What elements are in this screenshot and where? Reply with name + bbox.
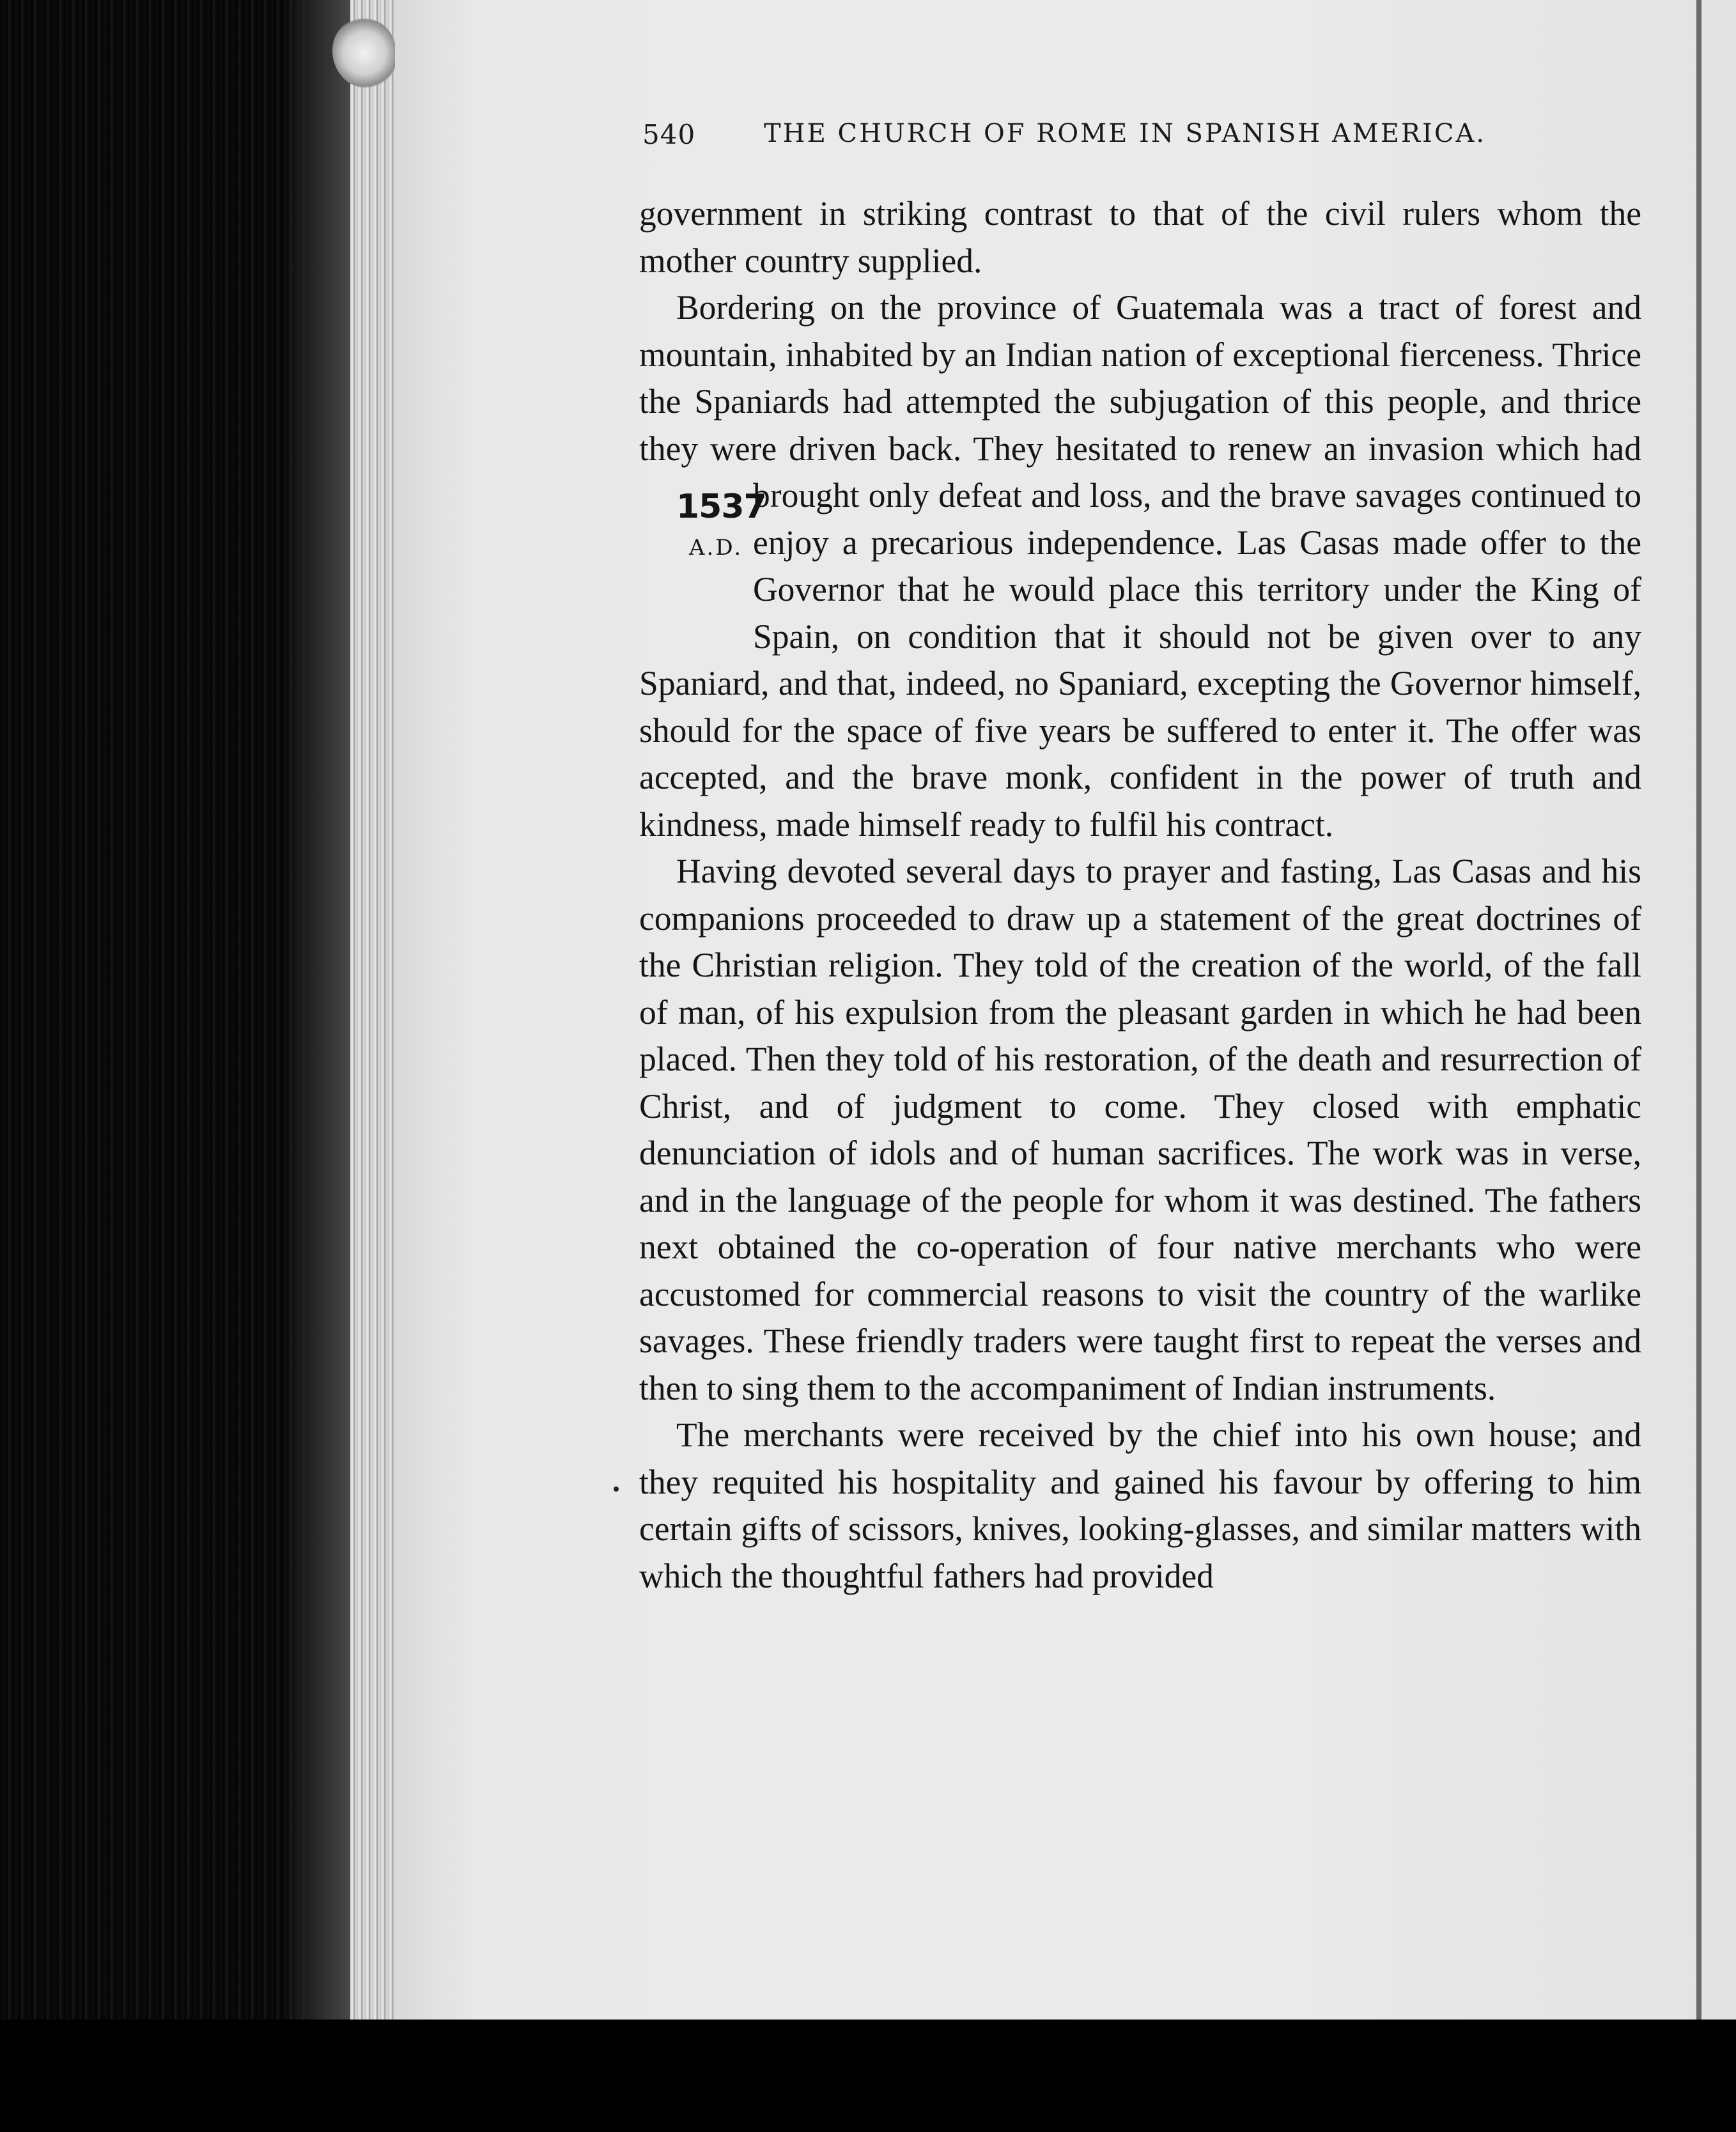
marginal-era: A.D.	[689, 535, 743, 560]
stacked-page-edges	[350, 0, 395, 2020]
bottom-dark-band	[0, 2020, 1736, 2132]
paragraph-4: The merchants were received by the chief into his own house; and they requited his hospitality and gained his favour by offering to him certain gifts of scissors, knives, looking-glasses, and similar matters with which the thoughtful fathers had provided	[639, 1416, 1641, 1595]
body-text	[639, 190, 1641, 1600]
page-number: 540	[642, 119, 696, 150]
paragraph-2	[639, 284, 1641, 848]
margin-speck	[614, 1487, 619, 1492]
marginal-year: 1537	[676, 488, 766, 526]
paragraph-2-lead: Bordering on the province of Guatemala was a tract of forest and mountain, inhabited by an Indian nation of exceptional fierceness. Thrice the Spaniards had attempted the subjugation of this people, and thrice they were driven back. They hesitated to renew an invasion which had brought only defeat and	[639, 288, 1641, 514]
right-page-edge	[1696, 0, 1701, 2020]
marginal-date-note	[639, 477, 766, 618]
running-head	[642, 112, 1520, 164]
running-head-title: THE CHURCH OF ROME IN SPANISH AMERICA.	[764, 119, 1487, 148]
paragraph-2-rest: loss, and the brave savages continued to enjoy a precarious independence. Las Casas made offer to the Governor that he would place this territory under the King of Spain, on condition that it should not be given over to any Spaniard, and that, indeed, no Spaniard, excepting the Governor himself, should for the space of five years be suffered to enter it. The offer was accepted, and the brave monk, confident in the power of truth and kindness, made himself ready to fulfil his contract.	[639, 476, 1641, 844]
paragraph-3: Having devoted several days to prayer and fasting, Las Casas and his companions proceeded to draw up a statement of the great doctrines of the Christian religion. They told of the creation of the world, of the fall of man, of his expulsion from the pleasant garden in which he had been placed. Then they told of his restoration, of the death and resurrection of Christ, and of judgment to come. They closed with emphatic denunciation of idols and of human sacrifices. The work was in verse, and in the language of the people for whom it was destined. The fathers next obtained the co-operation of four native merchants who were accustomed for commercial reasons to visit the country of the warlike savages. These friendly traders were taught first to repeat the verses and then to sing them to the accompaniment of Indian instruments.	[639, 852, 1641, 1407]
paragraph-1: government in striking contrast to that of the civil rulers whom the mother country supplied.	[639, 194, 1641, 280]
